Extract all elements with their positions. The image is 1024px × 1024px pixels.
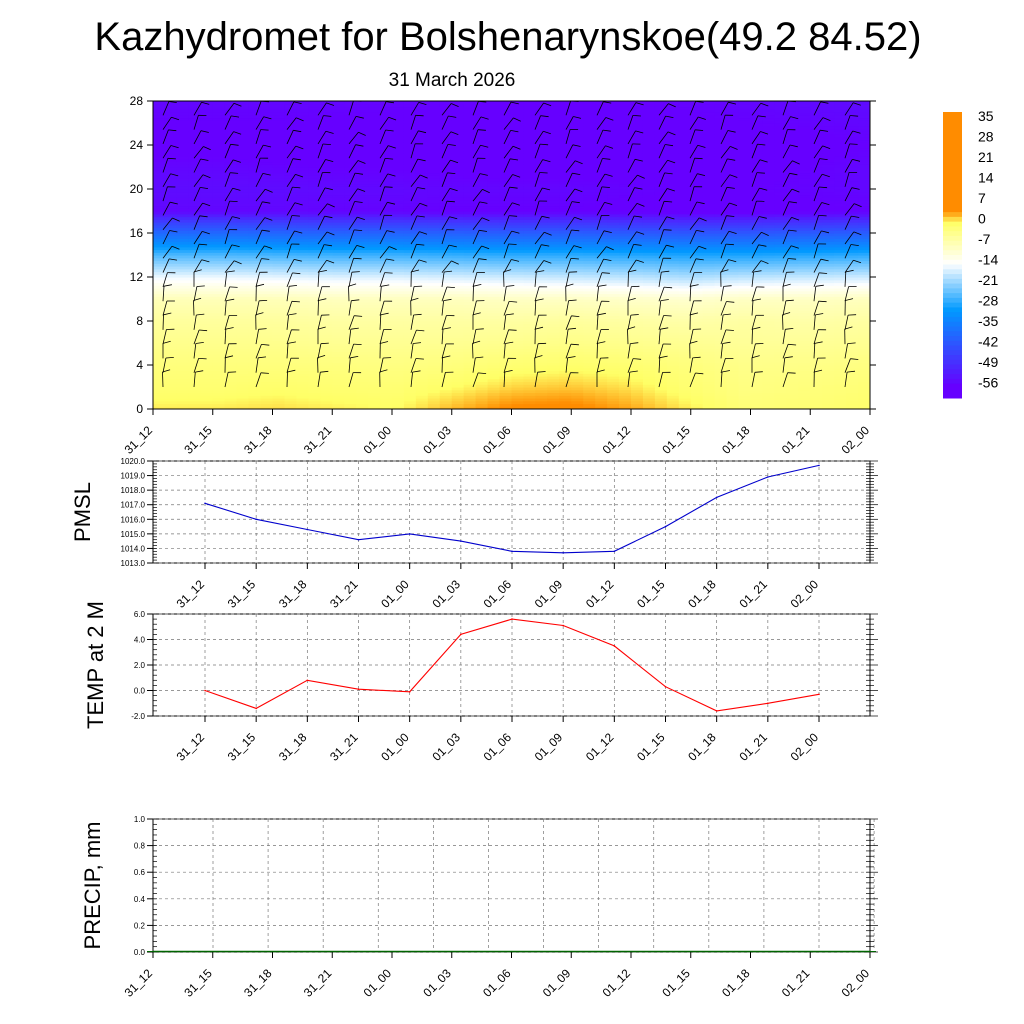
heatmap-cell — [344, 101, 357, 104]
heatmap-cell — [189, 101, 202, 104]
heatmap-cell — [404, 101, 417, 104]
heatmap-cell — [177, 101, 190, 104]
heatmap-cell — [428, 101, 441, 104]
heatmap-cell — [308, 101, 321, 104]
heatmap-cell — [643, 101, 656, 104]
heatmap-cell — [619, 101, 632, 104]
chart-title: Kazhydromet for Bolshenarynskoe(49.2 84.52) — [94, 15, 922, 59]
heatmap-cell — [488, 101, 501, 104]
heatmap-cell — [273, 101, 286, 104]
heatmap-cell — [523, 101, 536, 104]
heatmap-cell — [332, 101, 345, 104]
heatmap-cell — [213, 101, 226, 104]
temperature-profile-panel — [122, 94, 876, 457]
heatmap-cell — [595, 101, 608, 104]
heatmap-cell — [284, 101, 297, 104]
heatmap-cell — [368, 101, 381, 104]
heatmap-cell — [153, 101, 166, 104]
heatmap-cell — [583, 101, 596, 104]
heatmap-cell — [464, 101, 477, 104]
heatmap-cell — [249, 101, 262, 104]
heatmap-cell — [655, 101, 668, 104]
heatmap-cell — [547, 101, 560, 104]
heatmap-cell — [452, 101, 465, 104]
heatmap-cell — [237, 101, 250, 104]
chart-subtitle: 31 March 2026 — [388, 70, 516, 91]
